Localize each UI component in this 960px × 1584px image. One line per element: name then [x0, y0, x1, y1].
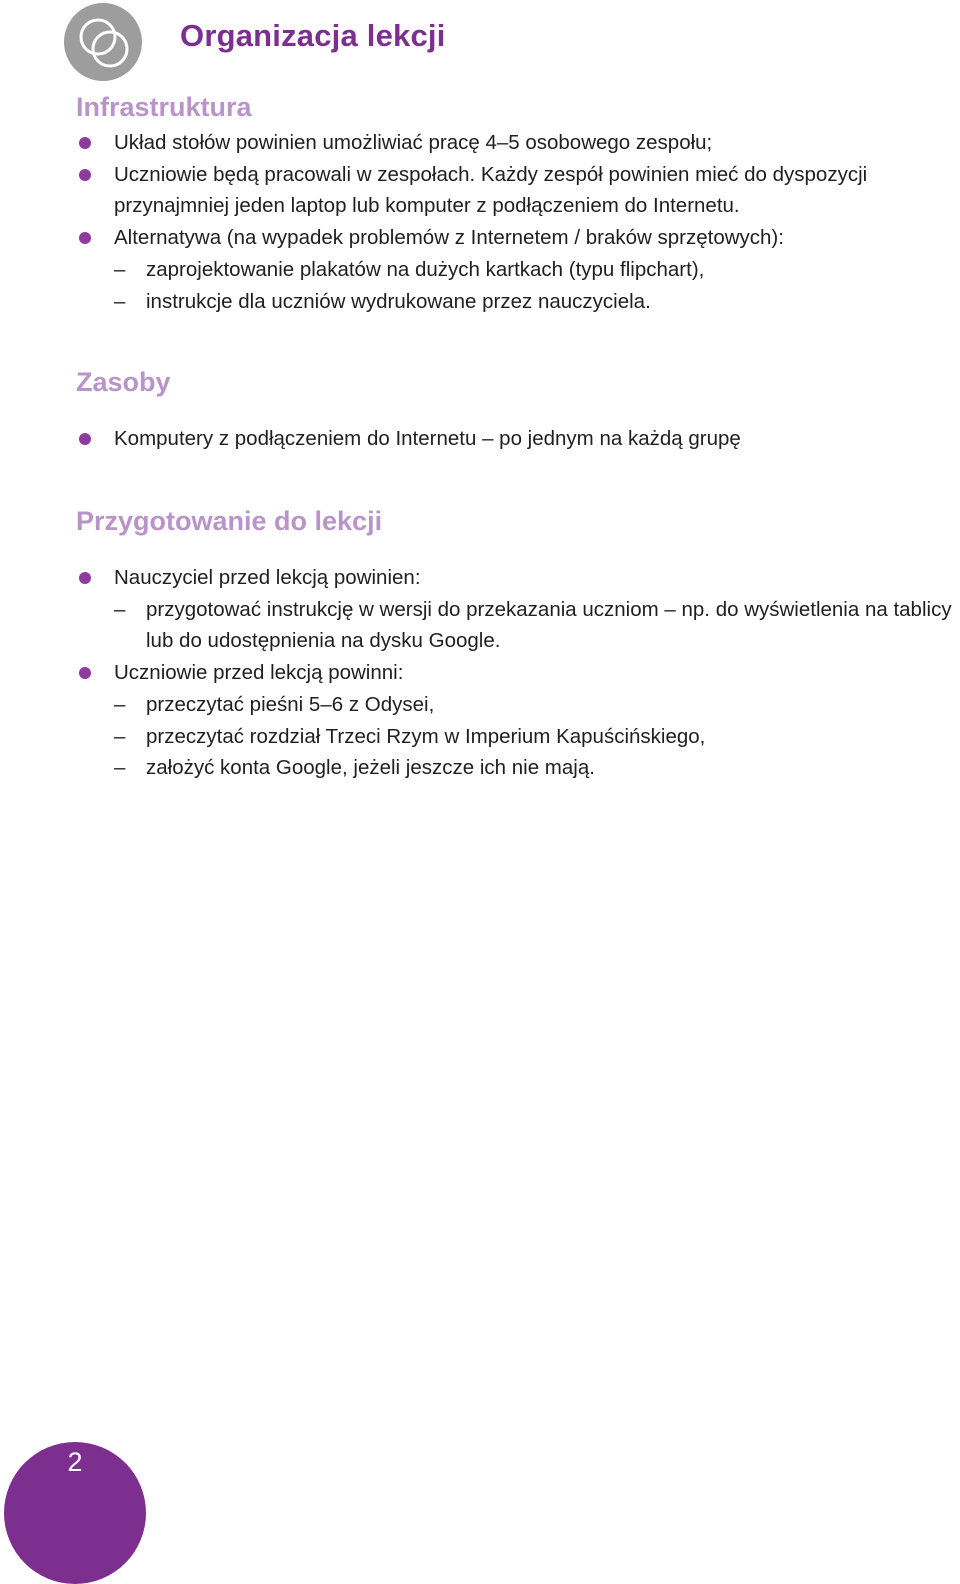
zasoby-list: [0, 423, 960, 455]
bullet-icon: [79, 433, 91, 445]
sub-list-item-text: zaprojektowanie plakatów na dużych kartkach (typu flipchart),: [146, 257, 705, 281]
list-item: [0, 127, 960, 159]
list-item: [0, 222, 960, 317]
sub-list-item: [114, 689, 960, 721]
sub-list-item: [114, 721, 960, 753]
list-item-text: Nauczyciel przed lekcją powinien:: [114, 566, 421, 589]
sub-list-item: [114, 286, 960, 318]
dash-icon: –: [114, 756, 126, 780]
sub-list-item: [114, 752, 960, 784]
list-item: [0, 562, 960, 657]
infrastruktura-list: [0, 127, 960, 317]
przygotowanie-list: [0, 562, 960, 784]
logo-icon: [64, 3, 142, 81]
section-title-infrastruktura: Infrastruktura: [76, 92, 252, 122]
page-title: Organizacja lekcji: [180, 18, 446, 53]
sub-list-item-text: instrukcje dla uczniów wydrukowane przez nauczyciela.: [146, 289, 651, 313]
list-item-text: Uczniowie będą pracowali w zespołach. Każdy zespół powinien mieć do dyspozycji przynajmniej jeden laptop lub komputer z podłączeniem do Internetu.: [114, 162, 868, 218]
sub-list-item-text: założyć konta Google, jeżeli jeszcze ich nie mają.: [146, 756, 595, 780]
list-item-text: Układ stołów powinien umożliwiać pracę 4–5 osobowego zespołu;: [114, 131, 713, 154]
dash-icon: –: [114, 257, 126, 281]
list-item-text: Alternatywa (na wypadek problemów z Internetem / braków sprzętowych):: [114, 226, 784, 250]
sub-list-item-text: przeczytać pieśni 5–6 z Odysei,: [146, 692, 435, 716]
dash-icon: –: [114, 597, 126, 621]
page-number: 2: [67, 1447, 83, 1477]
list-item-text: Uczniowie przed lekcją powinni:: [114, 661, 404, 685]
section-title-zasoby: Zasoby: [76, 367, 171, 397]
list-item: [0, 657, 960, 784]
bullet-icon: [79, 572, 91, 584]
sub-list-item: [114, 594, 960, 657]
dash-icon: –: [114, 692, 126, 716]
bullet-icon: [79, 232, 91, 244]
dash-icon: –: [114, 289, 126, 313]
bullet-icon: [79, 137, 91, 149]
sub-list-item-text: przygotować instrukcję w wersji do przekazania uczniom – np. do wyświetlenia na tablicy lub do udostępnienia na dysku Google.: [146, 597, 952, 653]
sub-list-item-text: przeczytać rozdział Trzeci Rzym w Imperium Kapuścińskiego,: [146, 724, 706, 748]
list-item: [0, 423, 960, 455]
dash-icon: –: [114, 724, 126, 748]
section-title-przygotowanie: Przygotowanie do lekcji: [76, 506, 383, 536]
bullet-icon: [79, 169, 91, 181]
sub-list-item: [114, 254, 960, 286]
list-item-text: Komputery z podłączeniem do Internetu – po jednym na każdą grupę: [114, 427, 741, 450]
bullet-icon: [79, 667, 91, 679]
list-item: [0, 159, 960, 222]
